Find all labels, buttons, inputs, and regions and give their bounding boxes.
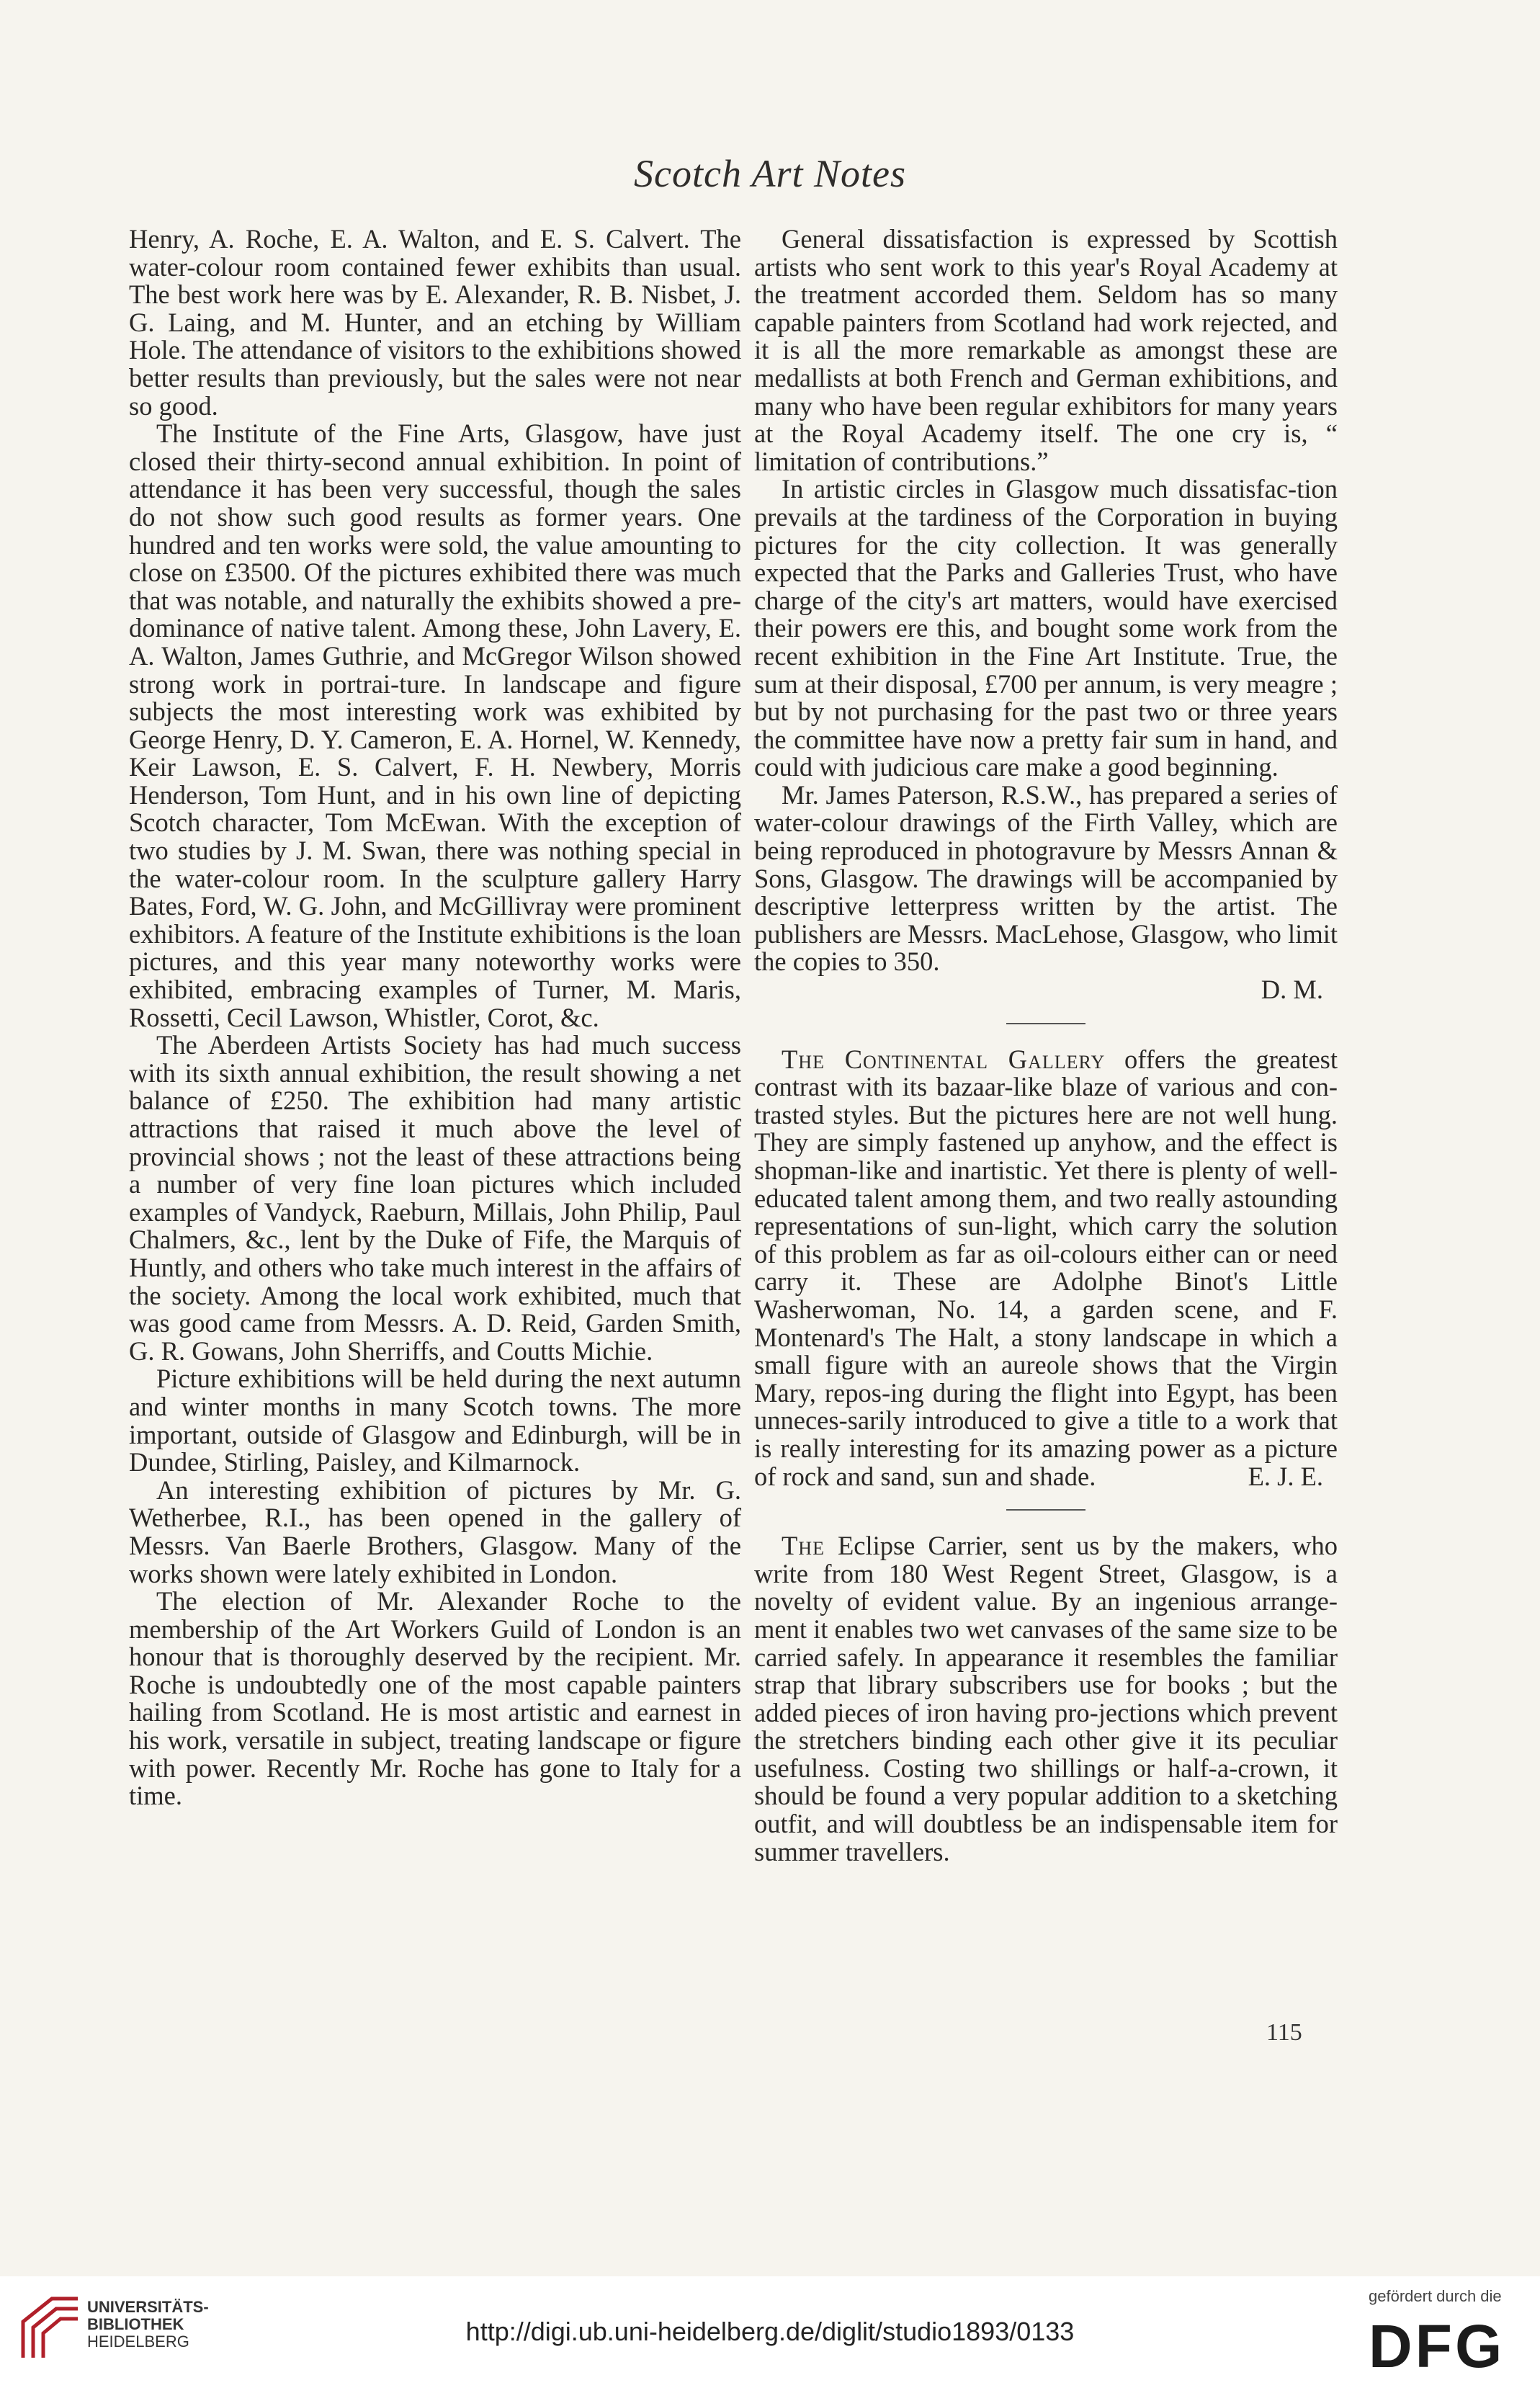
lead-in: The Continental Gallery bbox=[782, 1044, 1106, 1074]
paragraph: Mr. James Paterson, R.S.W., has prepared a series of water-colour drawings of the Firth Valley, which are being reproduced in photogravure by Messrs Annan & Sons, Glasgow. The drawings will be accompanied by descriptive letterpress written by the artist. The publishers are Messrs. MacLehose, Glasgow, who limit the copies to 350. bbox=[754, 779, 1338, 977]
source-url-link[interactable]: http://digi.ub.uni-heidelberg.de/diglit/studio1893/0133 bbox=[465, 2317, 1075, 2346]
paragraph: The Institute of the Fine Arts, Glasgow, have just closed their thirty-second annual exhibition. In point of attendance it has been very successful, though the sales do not show such good results as former years. One hundred and ten works were sold, the value amounting to close on £3500. Of the pictures exhibited there was much that was notable, and naturally the exhibits showed a pre-dominance of native talent. Among these, John Lavery, E. A. Walton, James Guthrie, and McGregor Wilson showed strong work in portrai-ture. In landscape and figure subjects the most interesting work was exhibited by George Henry, D. Y. Cameron, E. A. Hornel, W. Kennedy, Keir Lawson, E. S. Calvert, F. H. Newbery, Morris Henderson, Tom Hunt, and in his own line of depicting Scotch character, Tom McEwan. With the exception of two studies by J. M. Swan, there was nothing special in the water-colour room. In the sculpture gallery Harry Bates, Ford, W. G. John, and McGillivray were prominent exhibitors. A feature of the Institute exhibitions is the loan pictures, and this year many noteworthy works were exhibited, embracing examples of Turner, M. Maris, Rossetti, Cecil Lawson, Whistler, Corot, &c. bbox=[129, 419, 741, 1032]
dfg-logo-icon bbox=[1369, 2311, 1527, 2376]
running-title: Scotch Art Notes bbox=[634, 152, 906, 195]
right-column bbox=[754, 225, 1338, 1866]
section-divider bbox=[1006, 1509, 1085, 1511]
paragraph: Picture exhibitions will be held during the next autumn and winter months in many Scotch towns. The more important, outside of Glasgow and Edinburgh, will be in Dundee, Stirling, Paisley, and Kilmarnock. bbox=[129, 1364, 741, 1477]
paragraph: Henry, A. Roche, E. A. Walton, and E. S. Calvert. The water-colour room contained fewer exhibits than usual. The best work here was by E. Alexander, R. B. Nisbet, J. G. Laing, and M. Hunter, and an etching by William Hole. The attendance of visitors to the exhibitions showed better results than previously, but the sales were not near so good. bbox=[129, 224, 741, 421]
lead-in: The bbox=[782, 1531, 825, 1561]
signature: E. J. E. bbox=[1248, 1461, 1323, 1491]
paragraph bbox=[754, 1532, 1338, 1866]
institution-line: UNIVERSITÄTS- bbox=[87, 2298, 209, 2316]
paragraph-text: offers the greatest contrast with its bazaar-like blaze of various and con-trasted styles. But the pictures here are not well hung. They are simply fastened up anyhow, and the effect is shopman-like and inartistic. Yet there is plenty of well-educated talent among them, and two really astounding representations of sun-light, which carry the solution of this problem as far as oil-colours either can or need carry it. These are Adolphe Binot's Little Washerwoman, No. 14, a garden scene, and F. Montenard's The Halt, a stony landscape in which a small figure with an aureole shows that the Virgin Mary, repos-ing during the flight into Egypt, has been unneces-sarily introduced to give a title to a work that is really interesting for its amazing power as a picture of rock and sand, sun and shade. bbox=[754, 1044, 1338, 1491]
signature: D. M. bbox=[1261, 975, 1323, 1005]
institution-line: HEIDELBERG bbox=[87, 2332, 189, 2350]
paragraph bbox=[754, 1046, 1338, 1491]
paragraph: The Aberdeen Artists Society has had much success with its sixth annual exhibition, the result showing a net balance of £250. The exhibition had many artistic attractions that raised it much above the level of provincial shows ; not the least of these attractions being a number of very fine loan pictures which included examples of Vandyck, Raeburn, Millais, John Philip, Paul Chalmers, &c., lent by the Duke of Fife, the Marquis of Huntly, and others who take much interest in the affairs of the society. Among the local work exhibited, much that was good came from Messrs. A. D. Reid, Garden Smith, G. R. Gowans, John Sherriffs, and Coutts Michie. bbox=[129, 1030, 741, 1366]
section-divider bbox=[1006, 1023, 1085, 1024]
paragraph-text: Eclipse Carrier, sent us by the makers, who write from 180 West Regent Street, Glasgow, is a novelty of evident value. By an ingenious arrange-ment it enables two wet canvases of the same size to be carried safely. In appearance it resembles the familiar strap that library subscribers use for books ; but the added pieces of iron having pro-jections which prevent the stretchers binding each other give it its peculiar usefulness. Costing two shillings or half-a-crown, it should be found a very popular addition to a sketching outfit, and will doubtless be an indispensable item for summer travellers. bbox=[754, 1531, 1338, 1866]
paragraph: General dissatisfaction is expressed by Scottish artists who sent work to this year's Royal Academy at the treatment accorded them. Seldom has so many capable painters from Scotland had work rejected, and it is all the more remarkable as amongst these are medallists at both French and German exhibitions, and many who have been regular exhibitors for many years at the Royal Academy itself. The one cry is, “ limitation of contributions.” bbox=[754, 224, 1338, 476]
paragraph: In artistic circles in Glasgow much dissatisfac-tion prevails at the tardiness of the Corporation in buying pictures for the city collection. It was generally expected that the Parks and Galleries Trust, who have charge of the city's art matters, would have exercised their powers ere this, and bought some work from the recent exhibition in the Fine Art Institute. True, the sum at their disposal, £700 per annum, is very meagre ; but by not purchasing for the past two or three years the committee have now a pretty fair sum in hand, and could with judicious care make a good beginning. bbox=[754, 474, 1338, 782]
institution-line: BIBLIOTHEK bbox=[87, 2315, 184, 2333]
paragraph: An interesting exhibition of pictures by Mr. G. Wetherbee, R.I., has been opened in the gallery of Messrs. Van Baerle Brothers, Glasgow. Many of the works shown were lately exhibited in London. bbox=[129, 1475, 741, 1588]
sponsor-label: gefördert durch die bbox=[1369, 2287, 1502, 2305]
paragraph: The election of Mr. Alexander Roche to the membership of the Art Workers Guild of London is an honour that is thoroughly deserved by the recipient. Mr. Roche is undoubtedly one of the most capable painters hailing from Scotland. He is most artistic and earnest in his work, versatile in subject, treating landscape or figure with power. Recently Mr. Roche has gone to Italy for a time. bbox=[129, 1586, 741, 1811]
left-column bbox=[129, 225, 741, 1810]
dfg-logo-text: DFG bbox=[1369, 2312, 1505, 2376]
page-number: 115 bbox=[1266, 2019, 1302, 2046]
